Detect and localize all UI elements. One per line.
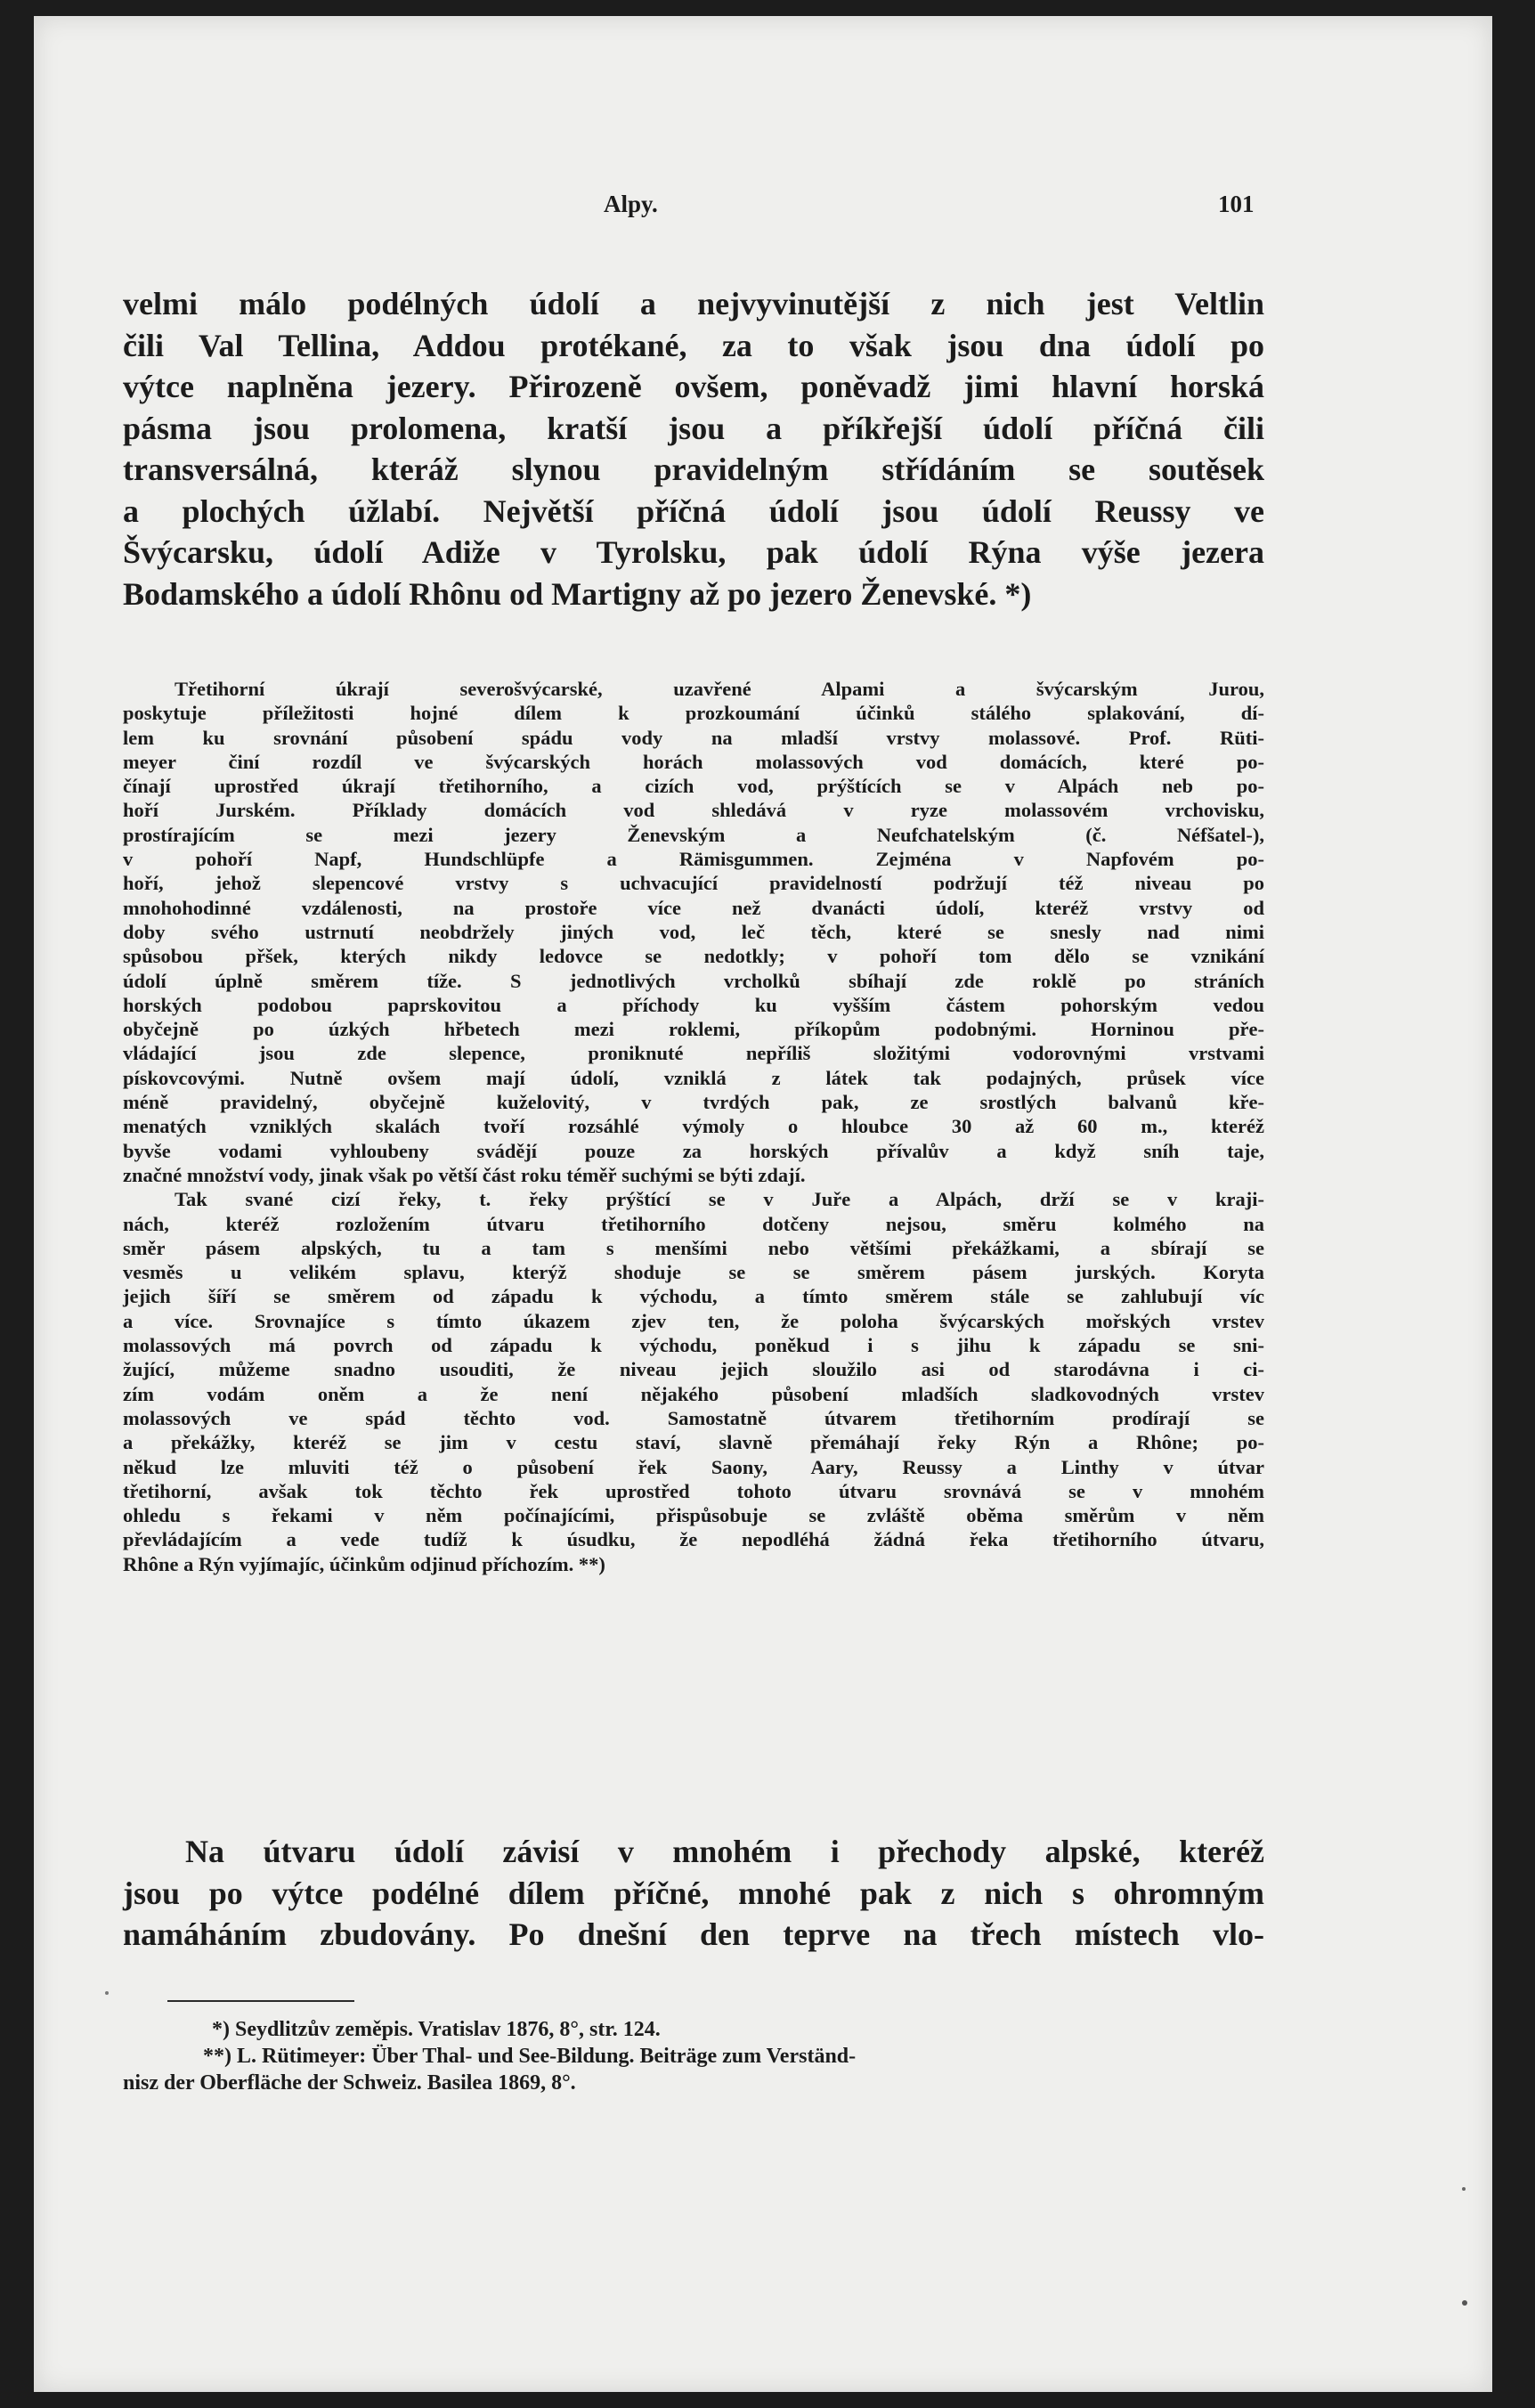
small-text-line: obyčejně po úzkých hřbetech mezi roklemi, příkopům podobnými. Horninou pře-	[123, 1018, 1264, 1041]
small-text-line: pískovcovými. Nutně ovšem mají údolí, vzniklá z látek tak podajných, průsek více	[123, 1066, 1264, 1089]
text-line: Bodamského a údolí Rhônu od Martigny až po jezero Ženevské. *)	[123, 575, 1032, 612]
text-line: čili Val Tellina, Addou protékané, za to však jsou dna údolí po	[123, 327, 1264, 363]
page-number: 101	[1218, 191, 1255, 217]
small-text-line: čínají uprostřed úkrají třetihorního, a cizích vod, prýštících se v Alpách neb po-	[123, 775, 1264, 798]
small-text-line: a více. Srovnajíce s tímto úkazem zjev ten, že poloha švýcarských mořských vrstev	[123, 1309, 1264, 1332]
small-text-line: zím vodám oněm a že není nějakého působení mladších sladkovodných vrstev	[123, 1382, 1264, 1405]
small-text-line: Tak svané cizí řeky, t. řeky prýštící se v Juře a Alpách, drží se v kraji-	[175, 1188, 1264, 1211]
small-text-line: hoří Jurském. Příklady domácích vod shledává v ryze molassovém vrchovisku,	[123, 799, 1264, 822]
paragraph-main-2	[123, 1831, 1264, 1956]
footnote-line: nisz der Oberfläche der Schweiz. Basilea 1869, 8°.	[123, 2071, 576, 2095]
small-text-line: poskytuje příležitosti hojné dílem k prozkoumání účinků stálého splakování, dí-	[123, 702, 1264, 725]
small-text-line: mnohohodinné vzdálenosti, na prostoře více než dvanácti údolí, kteréž vrstvy od	[123, 896, 1264, 919]
small-text-line: menatých vzniklých skalách tvoří rozsáhlé výmoly o hloubce 30 až 60 m., kteréž	[123, 1115, 1264, 1138]
small-text-line: prostírajícím se mezi jezery Ženevským a Neufchatelským (č. Néfšatel-),	[123, 823, 1264, 846]
small-text-line: nách, kteréž rozložením útvaru třetihorního dotčeny nejsou, směru kolmého na	[123, 1212, 1264, 1235]
text-line: transversálná, kteráž slynou pravidelným střídáním se soutěsek	[123, 452, 1264, 487]
paragraph-main-1	[123, 283, 1264, 614]
text-line: pásma jsou prolomena, kratší jsou a příkřejší údolí příčná čili	[123, 410, 1264, 446]
text-line: velmi málo podélných údolí a nejvyvinutější z nich jest Veltlin	[123, 286, 1264, 321]
small-text-line: jejich šíří se směrem od západu k východu, a tímto směrem stále se zahlubují víc	[123, 1285, 1264, 1308]
footnote-divider	[167, 2000, 354, 2002]
small-text-line: v pohoří Napf, Hundschlüpfe a Rämisgummen. Zejména v Napfovém po-	[123, 848, 1264, 871]
small-text-line: převládajícím a vede tudíž k úsudku, že nepodléhá žádná řeka třetihorního útvaru,	[123, 1528, 1264, 1551]
small-text-line: údolí úplně směrem tíže. S jednotlivých vrcholků sbíhají zde roklě po stráních	[123, 969, 1264, 992]
small-text-line: Rhône a Rýn vyjímajíc, účinkům odjinud příchozím. **)	[123, 1552, 605, 1575]
book-page	[34, 16, 1492, 2392]
text-line: namáháním zbudovány. Po dnešní den teprve na třech místech vlo-	[123, 1916, 1264, 1952]
text-line: výtce naplněna jezery. Přirozeně ovšem, poněvadž jimi hlavní horská	[123, 369, 1264, 404]
text-line: a plochých úžlabí. Největší příčná údolí jsou údolí Reussy ve	[123, 492, 1264, 529]
footnote-line: *) Seydlitzův zeměpis. Vratislav 1876, 8°, str. 124.	[212, 2018, 661, 2041]
small-text-line: směr pásem alpských, tu a tam s menšími nebo většími překážkami, a sbírají se	[123, 1236, 1264, 1259]
small-text-line: Třetihorní úkrají severošvýcarské, uzavřené Alpami a švýcarským Jurou,	[175, 678, 1264, 700]
text-line: Švýcarsku, údolí Adiže v Tyrolsku, pak údolí Rýna výše jezera	[123, 534, 1264, 570]
small-text-line: méně pravidelný, obyčejně kuželovitý, v tvrdých pak, ze srostlých balvanů kře-	[123, 1091, 1264, 1114]
small-text-line: značné množství vody, jinak však po větší část roku téměř suchými se býti zdají.	[123, 1163, 806, 1186]
small-text-line: spůsobou přšek, kterých nikdy ledovce se nedotkly; v pohoří tom dělo se vznikání	[123, 945, 1264, 968]
text-line: jsou po výtce podélné dílem příčné, mnohé pak z nich s ohromným	[123, 1875, 1264, 1911]
small-text-line: žující, můžeme snadno usouditi, že niveau jejich sloužilo asi od starodávna i ci-	[123, 1358, 1264, 1381]
text-line: Na útvaru údolí závisí v mnohém i přechody alpské, kteréž	[185, 1834, 1264, 1869]
page-header	[34, 183, 1492, 219]
small-text-line: a překážky, kteréž se jim v cestu staví, slavně přemáhají řeky Rýn a Rhône; po-	[123, 1431, 1264, 1454]
small-text-line: lem ku srovnání působení spádu vody na mladší vrstvy molassové. Prof. Rüti-	[123, 726, 1264, 749]
small-text-line: byvše vodami vyhloubeny svádějí pouze za horských přívalův a když sníh taje,	[123, 1139, 1264, 1162]
small-text-line: třetihorní, avšak tok těchto řek uprostřed tohoto útvaru srovnává se v mnohém	[123, 1479, 1264, 1502]
small-text-line: ohledu s řekami v něm počínajícími, přispůsobuje se zvláště oběma směrům v něm	[123, 1504, 1264, 1527]
small-text-line: vládající jsou zde slepence, proniknuté nepříliš složitými vodorovnými vrstvami	[123, 1042, 1264, 1065]
small-text-line: doby svého ustrnutí neobdržely jiných vod, leč těch, které se snesly nad nimi	[123, 920, 1264, 943]
footnote-line: **) L. Rütimeyer: Über Thal- und See-Bildung. Beiträge zum Verständ-	[203, 2045, 857, 2068]
small-text-line: hoří, jehož slepencové vrstvy s uchvacující pravidelností podržují též niveau po	[123, 872, 1264, 895]
small-text-line: molassových má povrch od západu k východu, poněkud i s jihu k západu se sni-	[123, 1334, 1264, 1357]
small-text-line: horských podobou paprskovitou a příchody ku vyšším částem pohorským vedou	[123, 993, 1264, 1016]
small-text-line: vesměs u velikém splavu, kterýž shoduje se se směrem pásem jurských. Koryta	[123, 1261, 1264, 1284]
small-text-line: meyer činí rozdíl ve švýcarských horách molassových vod domácích, které po-	[123, 750, 1264, 773]
running-head: Alpy.	[604, 191, 658, 217]
small-text-line: molassových ve spád těchto vod. Samostatně útvarem třetihorním prodírají se	[123, 1406, 1264, 1429]
small-text-line: někud lze mluviti též o působení řek Saony, Aary, Reussy a Linthy v útvar	[123, 1455, 1264, 1478]
small-print-block	[123, 677, 1264, 1576]
footnotes	[123, 2016, 1264, 2096]
